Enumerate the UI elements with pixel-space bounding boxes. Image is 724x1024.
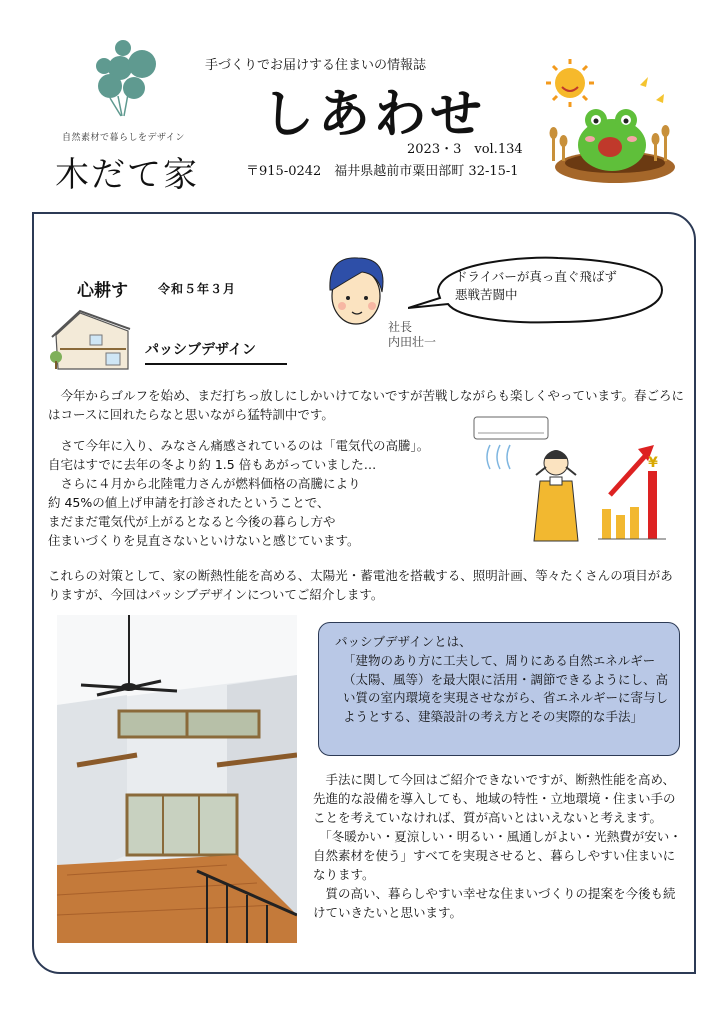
electricity-paragraph: さて今年に入り、みなさん痛感されているのは「電気代の高騰」。 自宅はすでに去年の冬より約 1.5 倍もあがっていました… さらに４月から北陸電力さんが燃料価格の高騰により 約 45%の値上げ申請を打診されたということで、 まだまだ電気代が上がるとなると今後の暮らし方や 住まいづくりを見直さないといけないと感じています。 (48, 438, 430, 548)
brand-tagline: 自然素材で暮らしをデザイン (62, 133, 185, 143)
column-date: 令和５年３月 (158, 282, 237, 296)
president-name: 内田壮一 (388, 335, 437, 349)
logo-tree-icon (88, 38, 158, 118)
atrium-room-photo (57, 615, 297, 943)
column-title: 心耕す (77, 281, 128, 301)
closing-paragraph: 手法に関して今回はご紹介できないですが、断熱性能を高め、先進的な設備を導入しても、地域の特性・立地環境・住まい手のことを考えていなければ、質が高いとはいえないと考えます。 「冬暖かい・夏涼しい・明るい・風通しがよい・光熱費が安い・自然素材を使う」すべてを実現させると、暮らしやすい住まいになります。 質の高い、暮らしやすい幸せな住まいづくりの提案を今後も続けていきたいと思います。 (313, 772, 682, 920)
president-role: 社長 (388, 320, 413, 334)
newsletter-title: しあわせ (262, 85, 487, 145)
house-section-icon (50, 305, 132, 373)
company-address: 〒915-0242 福井県越前市粟田部町 32-15-1 (246, 164, 519, 179)
president-avatar (318, 250, 396, 330)
section-heading: パッシブデザイン (145, 339, 287, 365)
brand-name: 木だて家 (55, 155, 199, 195)
definition-text: 「建物のあり方に工夫して、周りにある自然エネルギー（太陽、風等）を最大限に活用・調節できるようにし、高い質の室内環境を実現させながら、省エネルギーに寄与しようとする、建築設計の考え方とその実際的な手法」 (343, 653, 669, 724)
speech-text: ドライバーが真っ直ぐ飛ばず 悪戦苦闘中 (455, 269, 617, 302)
rising-electricity-cost-illustration (470, 415, 670, 545)
yen-sign-icon: ¥ (648, 455, 658, 471)
frog-sun-mascot-icon (530, 55, 680, 190)
intro-paragraph: 今年からゴルフを始め、まだ打ちっ放しにしかいけてないですが苦戦しながらも楽しくやっています。春ごろにはコースに回れたらなと思いながら猛特訓中です。 (48, 388, 685, 422)
countermeasures-paragraph: これらの対策として、家の断熱性能を高める、太陽光・蓄電池を搭載する、照明計画、等々たくさんの項目がありますが、今回はパッシブデザインについてご紹介します。 (48, 568, 673, 602)
newsletter-subtitle: 手づくりでお届けする住まいの情報誌 (205, 58, 427, 73)
issue-number: 2023・3 vol.134 (407, 142, 523, 157)
definition-title: パッシブデザインとは、 (335, 634, 472, 649)
